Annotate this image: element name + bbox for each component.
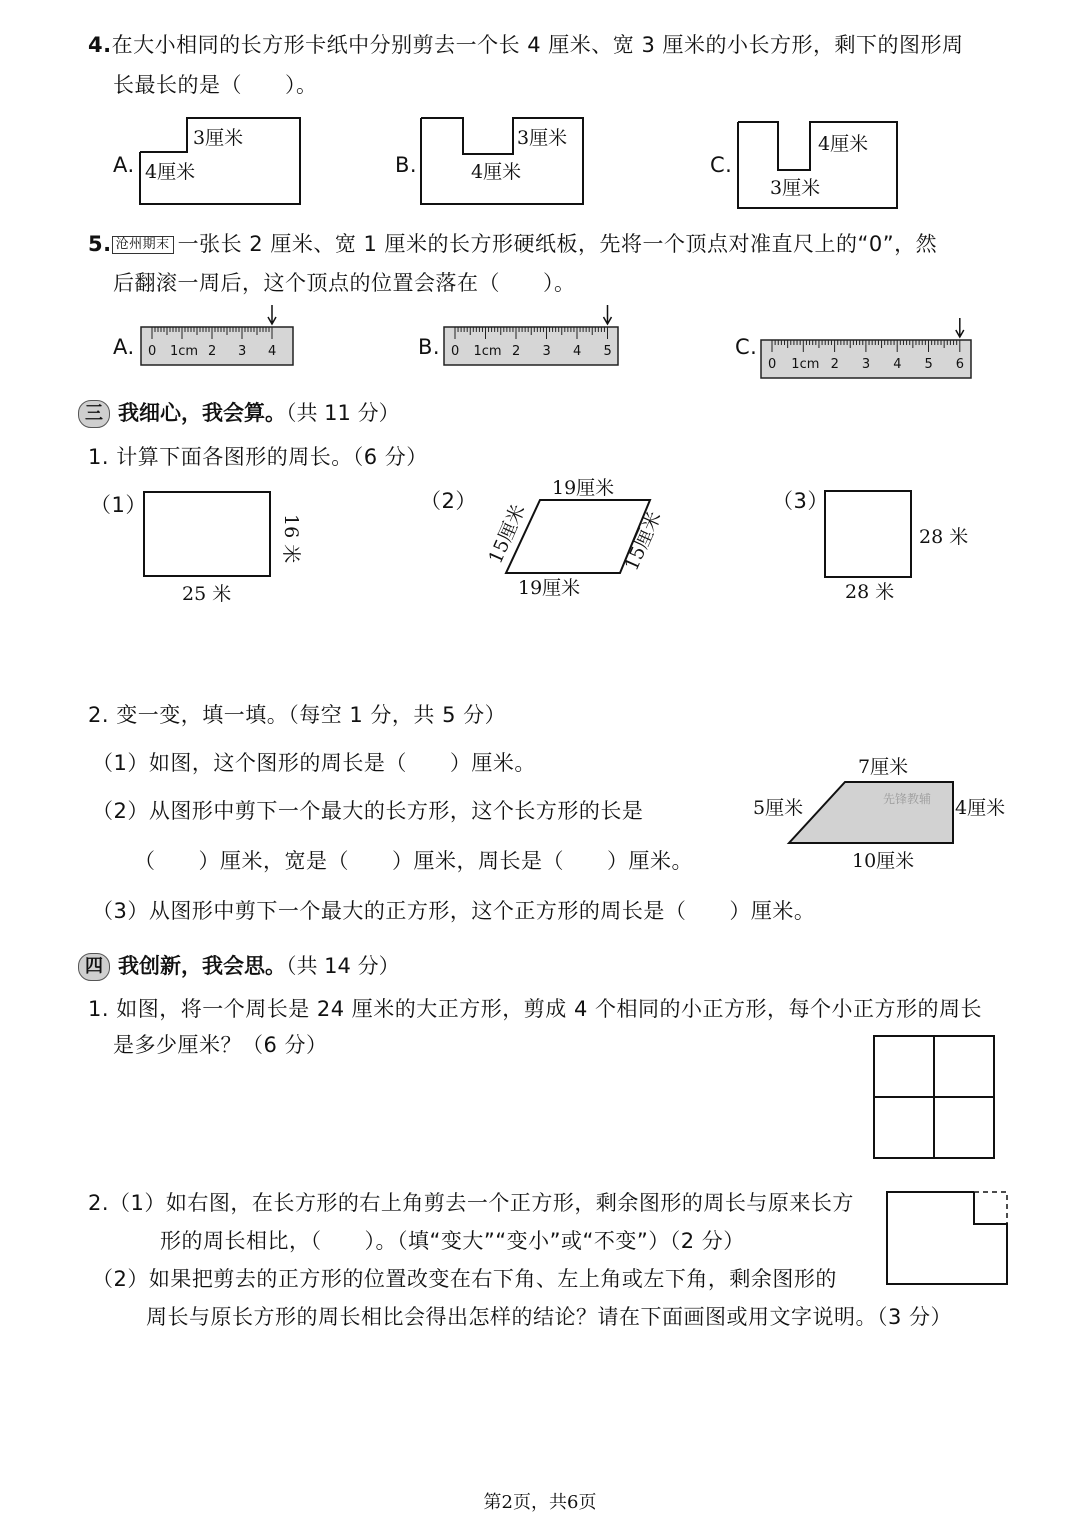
sec3-fig2-tag: （2） [420, 489, 477, 513]
sec4-q2-line2: 形的周长相比，（ ）。（填“变大”“变小”或“不变”）（2 分） [160, 1229, 745, 1253]
sec3-fig2-left-label: 15厘米 [484, 501, 530, 568]
down-arrow-icon [268, 305, 276, 324]
sec3-fig2-bottom-label: 19厘米 [518, 577, 581, 599]
q5-option-a-letter: A. [113, 335, 135, 359]
sec3-q2-bottom-label: 10厘米 [852, 850, 915, 872]
q4-line2: 长最长的是（ ）。 [113, 73, 318, 97]
section-title-3: 我细心，我会算。（共 11 分） [118, 401, 400, 425]
ruler-tick-label: 0 [148, 344, 157, 359]
q5-option-b-letter: B. [418, 335, 441, 359]
ruler-tick-label: 3 [542, 344, 551, 359]
sec4-q2-line1: 2.（1）如右图，在长方形的右上角剪去一个正方形，剩余图形的周长与原来长方 [88, 1191, 854, 1215]
q4-b-label-3cm: 3厘米 [517, 127, 568, 149]
q4-option-b-figure [415, 112, 590, 212]
sec3-fig1-tag: （1） [90, 493, 147, 517]
ruler-tick-label: 5 [924, 357, 933, 372]
q4-a-label-3cm: 3厘米 [193, 127, 244, 149]
q4-option-c-letter: C. [710, 153, 733, 177]
q5-ruler-a [140, 303, 300, 373]
q4-line1: 4.在大小相同的长方形卡纸中分别剪去一个长 4 厘米、宽 3 厘米的小长方形，剩下的图形周 [88, 33, 964, 57]
section-badge-4: 四 [78, 953, 110, 981]
down-arrow-icon [604, 305, 612, 324]
ruler-tick-label: 4 [268, 344, 277, 359]
sec4-q1-square-grid [870, 1032, 1000, 1162]
ruler-tick-label: 3 [238, 344, 247, 359]
section-badge-3: 三 [78, 400, 110, 428]
sec3-q2-top-label: 7厘米 [858, 756, 909, 778]
ruler-tick-label: 1cm [473, 344, 502, 359]
sec4-q2-line3: （2）如果把剪去的正方形的位置改变在右下角、左上角或左下角，剩余图形的 [92, 1267, 837, 1291]
q5-line2: 后翻滚一周后，这个顶点的位置会落在（ ）。 [113, 271, 576, 295]
sec3-q1-text: 1. 计算下面各图形的周长。（6 分） [88, 445, 428, 469]
q4-c-label-3cm: 3厘米 [770, 177, 821, 199]
sec3-fig1-side-label: 16 米 [280, 514, 302, 564]
sec3-fig3-tag: （3） [772, 489, 829, 513]
q5-line1: 5. 沧州期末 一张长 2 厘米、宽 1 厘米的长方形硬纸板，先将一个顶点对准直尺上的“0”，然 [88, 232, 938, 256]
sec4-q1-line2: 是多少厘米？（6 分） [113, 1033, 328, 1057]
ruler-tick-label: 1cm [791, 357, 820, 372]
sec3-fig2-top-label: 19厘米 [552, 477, 615, 499]
ruler-tick-label: 2 [512, 344, 521, 359]
ruler-tick-label: 1cm [170, 344, 199, 359]
ruler-tick-label: 4 [573, 344, 582, 359]
sec3-q2-sub3: （3）从图形中剪下一个最大的正方形，这个正方形的周长是（ ）厘米。 [92, 899, 816, 923]
sec3-fig3-side-label: 28 米 [919, 526, 969, 548]
ruler-tick-label: 4 [893, 357, 902, 372]
page-footer: 第2页，共6页 [483, 1492, 597, 1513]
ruler-tick-label: 5 [603, 344, 612, 359]
sec3-q2-sub2b: （ ）厘米，宽是（ ）厘米，周长是（ ）厘米。 [134, 849, 693, 873]
q4-option-a-letter: A. [113, 153, 135, 177]
sec3-fig2-parallelogram [470, 470, 690, 610]
q4-b-label-4cm: 4厘米 [471, 161, 522, 183]
sec3-q2-right-label: 4厘米 [955, 797, 1006, 819]
sec3-q2-sub1: （1）如图，这个图形的周长是（ ）厘米。 [92, 751, 536, 775]
q5-option-c-letter: C. [735, 335, 758, 359]
sec4-q2-cut-rectangle [882, 1186, 1017, 1290]
sec3-fig2-right-label: 15厘米 [620, 508, 666, 575]
q4-option-b-letter: B. [395, 153, 418, 177]
down-arrow-icon [956, 318, 964, 337]
sec3-fig3-square [820, 486, 990, 606]
watermark: 先锋教辅 [883, 792, 932, 806]
sec4-q1-line1: 1. 如图，将一个周长是 24 厘米的大正方形，剪成 4 个相同的小正方形，每个小正方形的周长 [88, 997, 982, 1021]
sec3-fig1-bottom-label: 25 米 [182, 583, 232, 605]
source-tag: 沧州期末 [112, 236, 174, 254]
q4-a-label-4cm: 4厘米 [145, 161, 196, 183]
sec3-q2-left-label: 5厘米 [753, 797, 804, 819]
q5-ruler-b [443, 303, 625, 373]
ruler-tick-label: 3 [861, 357, 871, 372]
ruler-tick-label: 0 [768, 357, 777, 372]
q5-ruler-c [760, 316, 978, 386]
sec4-q2-line4: 周长与原长方形的周长相比会得出怎样的结论？请在下面画图或用文字说明。（3 分） [146, 1305, 953, 1329]
sec3-fig1-rectangle [140, 488, 320, 608]
q4-option-a-figure [135, 112, 310, 212]
q4-option-c-figure [732, 116, 907, 216]
sec3-q2-text: 2. 变一变，填一填。（每空 1 分，共 5 分） [88, 703, 507, 727]
ruler-tick-label: 6 [955, 357, 965, 372]
sec3-fig3-bottom-label: 28 米 [845, 581, 895, 603]
sec3-q2-trapezoid [750, 748, 1020, 878]
section-title-4: 我创新，我会思。（共 14 分） [118, 954, 400, 978]
q4-c-label-4cm: 4厘米 [818, 133, 869, 155]
ruler-tick-label: 2 [830, 357, 839, 372]
ruler-tick-label: 0 [451, 344, 460, 359]
ruler-tick-label: 2 [208, 344, 217, 359]
sec3-q2-sub2a: （2）从图形中剪下一个最大的长方形，这个长方形的长是 [92, 799, 644, 823]
